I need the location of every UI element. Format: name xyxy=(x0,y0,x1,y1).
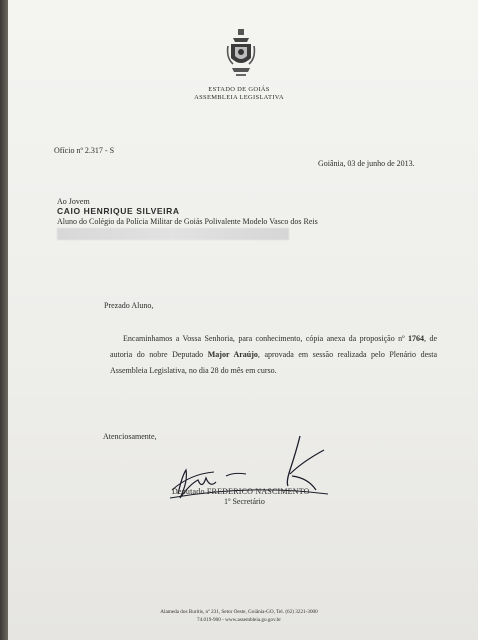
institution-name: ASSEMBLEIA LEGISLATIVA xyxy=(194,94,284,101)
signatory-role: 1º Secretário xyxy=(224,497,265,506)
closing: Atenciosamente, xyxy=(103,432,157,441)
author-name: Major Araújo xyxy=(207,350,258,359)
state-name: ESTADO DE GOIÁS xyxy=(208,86,270,93)
greeting: Prezado Aluno, xyxy=(104,301,154,310)
letter-body xyxy=(110,331,437,379)
body-part-2: , de autoria do nobre Deputado xyxy=(110,334,437,359)
recipient-name: CAIO HENRIQUE SILVEIRA xyxy=(57,206,180,216)
recipient-school: Aluno do Colégio da Polícia Militar de Goiás Polivalente Modelo Vasco dos Reis xyxy=(57,217,318,226)
letter-date: Goiânia, 03 de junho de 2013. xyxy=(318,159,415,168)
body-part-1: Encaminhamos a Vossa Senhoria, para conhecimento, cópia anexa da proposição nº xyxy=(123,334,409,343)
footer-address: Alameda dos Buritis, nº 231, Setor Oeste, Goiânia-GO, Tel. (62) 3221-3000 xyxy=(160,609,318,615)
proposal-number: 1764 xyxy=(408,334,425,343)
redacted-address xyxy=(57,228,289,240)
signatory-name: Deputado FREDERICO NASCIMENTO xyxy=(172,487,310,496)
coat-of-arms-icon xyxy=(226,28,256,82)
recipient-salutation: Ao Jovem xyxy=(57,197,90,206)
body-part-3: , aprovada em sessão realizada pelo Plenário desta Assembleia Legislativa, no dia 28 do mês em curso. xyxy=(110,350,438,375)
document-reference: Ofício nº 2.317 - S xyxy=(54,146,115,155)
footer-contact: 74.019-900 - www.assembleia.go.gov.br xyxy=(197,617,281,623)
